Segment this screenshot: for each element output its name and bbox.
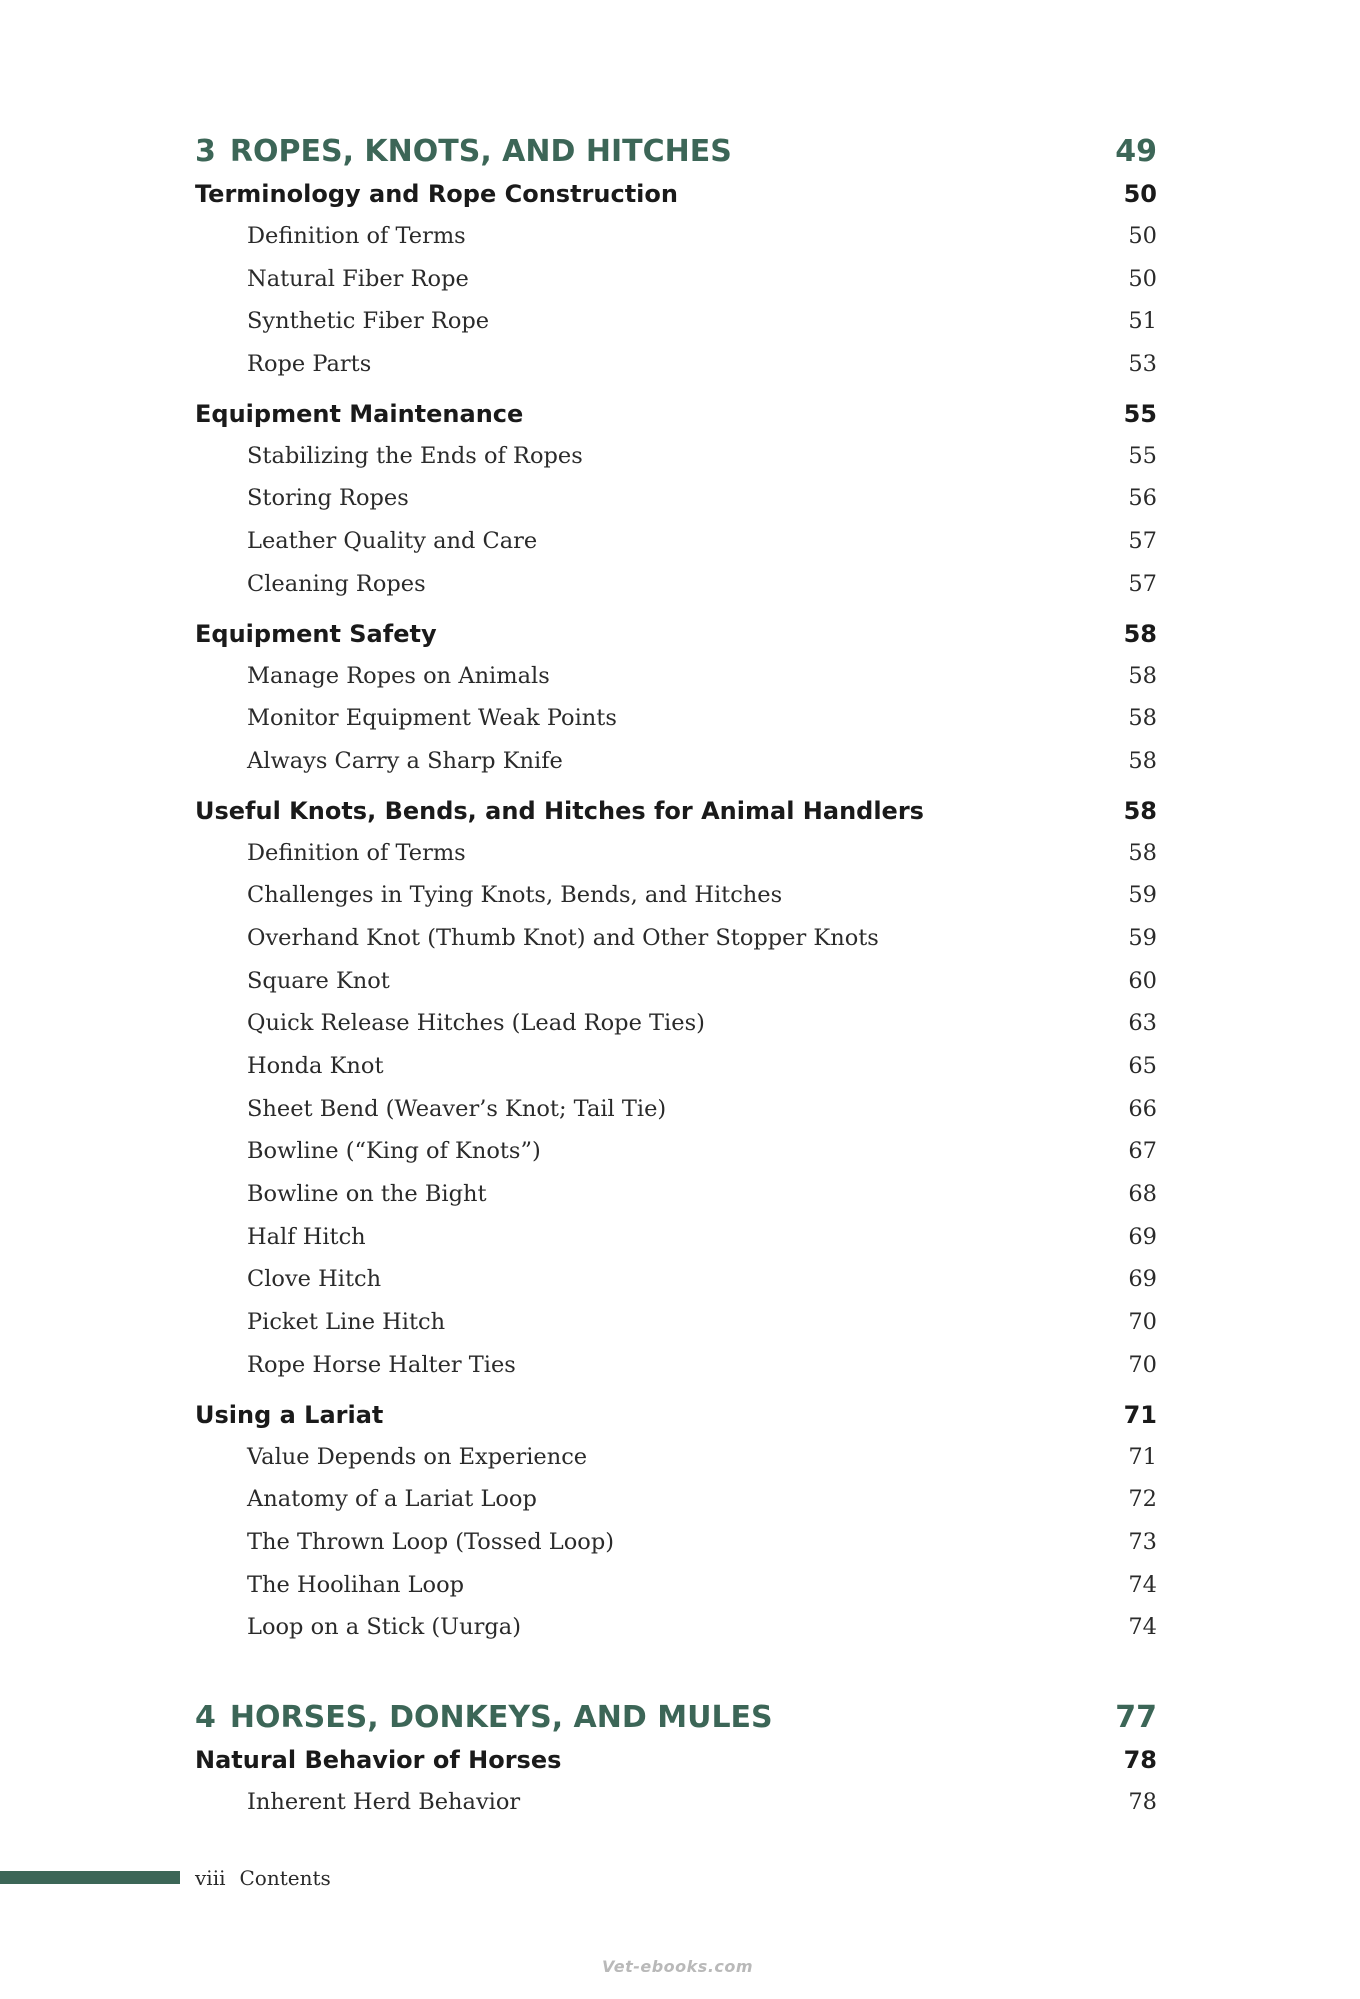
section-title: Using a Lariat bbox=[195, 1400, 384, 1429]
toc-entry[interactable] bbox=[195, 300, 1157, 343]
entry-page: 56 bbox=[1128, 485, 1157, 512]
section-title: Equipment Safety bbox=[195, 619, 437, 648]
entry-page: 65 bbox=[1128, 1053, 1157, 1079]
page-footer bbox=[195, 1864, 331, 1892]
section-page: 50 bbox=[1123, 180, 1157, 208]
footer-accent-bar bbox=[0, 1871, 180, 1884]
toc-section[interactable] bbox=[195, 1740, 1157, 1781]
entry-title: Challenges in Tying Knots, Bends, and Hitches bbox=[247, 882, 783, 909]
toc-section[interactable] bbox=[195, 394, 1157, 435]
toc-section[interactable] bbox=[195, 1395, 1157, 1436]
entry-page: 70 bbox=[1128, 1309, 1157, 1336]
watermark-logo: Vet-ebooks.com bbox=[602, 1957, 754, 1976]
section-page: 78 bbox=[1123, 1745, 1157, 1774]
chapter-page: 49 bbox=[1115, 134, 1157, 169]
chapter-4-sections bbox=[195, 1740, 1157, 1824]
entry-title: Square Knot bbox=[247, 967, 390, 994]
entry-title: Anatomy of a Lariat Loop bbox=[247, 1486, 537, 1513]
entry-page: 73 bbox=[1128, 1528, 1157, 1555]
entry-page: 55 bbox=[1128, 442, 1157, 469]
chapter-heading-4[interactable] bbox=[195, 1696, 1157, 1740]
toc-entry[interactable] bbox=[195, 215, 1157, 258]
chapter-3-sections bbox=[195, 174, 1157, 1649]
toc-entry[interactable] bbox=[195, 1258, 1157, 1301]
section-page: 55 bbox=[1123, 399, 1157, 428]
entry-title: Inherent Herd Behavior bbox=[247, 1788, 521, 1815]
toc-entry[interactable] bbox=[195, 1564, 1157, 1607]
entry-page: 59 bbox=[1128, 882, 1157, 909]
entry-title: Leather Quality and Care bbox=[247, 528, 538, 555]
entry-title: Loop on a Stick (Uurga) bbox=[247, 1614, 521, 1641]
toc-entry[interactable] bbox=[195, 1521, 1157, 1564]
table-of-contents bbox=[195, 130, 1157, 1824]
toc-entry[interactable] bbox=[195, 740, 1157, 783]
toc-entry[interactable] bbox=[195, 520, 1157, 563]
entry-page: 70 bbox=[1128, 1351, 1157, 1378]
toc-entry[interactable] bbox=[195, 343, 1157, 386]
entry-title: Natural Fiber Rope bbox=[247, 265, 469, 292]
entry-page: 58 bbox=[1128, 705, 1157, 732]
entry-title: Sheet Bend (Weaver’s Knot; Tail Tie) bbox=[247, 1095, 667, 1122]
running-footer-label: Contents bbox=[239, 1866, 331, 1890]
entry-page: 72 bbox=[1128, 1486, 1157, 1513]
section-title: Natural Behavior of Horses bbox=[195, 1745, 562, 1774]
toc-entry[interactable] bbox=[195, 1173, 1157, 1216]
entry-title: The Thrown Loop (Tossed Loop) bbox=[247, 1528, 615, 1555]
entry-page: 59 bbox=[1128, 924, 1157, 951]
entry-title: Bowline on the Bight bbox=[247, 1181, 487, 1208]
entry-page: 58 bbox=[1128, 747, 1157, 774]
toc-entry[interactable] bbox=[195, 477, 1157, 520]
toc-entry[interactable] bbox=[195, 832, 1157, 875]
chapter-title: 4 HORSES, DONKEYS, AND MULES bbox=[195, 1699, 773, 1735]
section-title: Terminology and Rope Construction bbox=[195, 180, 678, 208]
toc-entry[interactable] bbox=[195, 1088, 1157, 1131]
entry-title: Definition of Terms bbox=[247, 839, 466, 866]
entry-title: Monitor Equipment Weak Points bbox=[247, 705, 617, 732]
entry-title: Rope Parts bbox=[247, 351, 372, 378]
toc-section[interactable] bbox=[195, 791, 1157, 832]
toc-entry[interactable] bbox=[195, 258, 1157, 301]
toc-entry[interactable] bbox=[195, 1130, 1157, 1173]
entry-title: Quick Release Hitches (Lead Rope Ties) bbox=[247, 1010, 705, 1037]
toc-entry[interactable] bbox=[195, 1781, 1157, 1824]
entry-page: 58 bbox=[1128, 662, 1157, 689]
entry-title: Honda Knot bbox=[247, 1053, 384, 1079]
section-title: Useful Knots, Bends, and Hitches for Animal Handlers bbox=[195, 796, 924, 825]
toc-entry[interactable] bbox=[195, 1436, 1157, 1479]
entry-title: Storing Ropes bbox=[247, 485, 409, 512]
entry-page: 53 bbox=[1128, 351, 1157, 378]
entry-title: Clove Hitch bbox=[247, 1266, 382, 1293]
entry-title: Bowline (“King of Knots”) bbox=[247, 1138, 541, 1165]
entry-title: Rope Horse Halter Ties bbox=[247, 1351, 516, 1378]
entry-page: 66 bbox=[1128, 1095, 1157, 1122]
entry-page: 68 bbox=[1128, 1181, 1157, 1208]
entry-page: 60 bbox=[1128, 967, 1157, 994]
toc-entry[interactable] bbox=[195, 1478, 1157, 1521]
entry-title: Value Depends on Experience bbox=[247, 1443, 588, 1470]
toc-entry[interactable] bbox=[195, 960, 1157, 1003]
section-page: 71 bbox=[1123, 1400, 1157, 1429]
entry-page: 74 bbox=[1128, 1614, 1157, 1641]
entry-page: 74 bbox=[1128, 1571, 1157, 1598]
chapter-heading-3[interactable] bbox=[195, 130, 1157, 174]
entry-page: 57 bbox=[1128, 528, 1157, 555]
entry-title: Always Carry a Sharp Knife bbox=[247, 747, 563, 774]
toc-entry[interactable] bbox=[195, 1045, 1157, 1088]
toc-section[interactable] bbox=[195, 614, 1157, 655]
entry-title: Manage Ropes on Animals bbox=[247, 662, 550, 689]
entry-title: Stabilizing the Ends of Ropes bbox=[247, 442, 583, 469]
entry-page: 78 bbox=[1128, 1788, 1157, 1815]
entry-title: Picket Line Hitch bbox=[247, 1309, 446, 1336]
chapter-title: 3 ROPES, KNOTS, AND HITCHES bbox=[195, 134, 732, 169]
toc-entry[interactable] bbox=[195, 874, 1157, 917]
entry-page: 71 bbox=[1128, 1443, 1157, 1470]
entry-page: 69 bbox=[1128, 1223, 1157, 1250]
entry-page: 69 bbox=[1128, 1266, 1157, 1293]
toc-entry[interactable] bbox=[195, 697, 1157, 740]
entry-title: Half Hitch bbox=[247, 1223, 366, 1250]
entry-title: Cleaning Ropes bbox=[247, 570, 426, 597]
toc-entry[interactable] bbox=[195, 1002, 1157, 1045]
entry-page: 57 bbox=[1128, 570, 1157, 597]
chapter-page: 77 bbox=[1115, 1699, 1157, 1735]
section-title: Equipment Maintenance bbox=[195, 399, 524, 428]
toc-section[interactable] bbox=[195, 174, 1157, 215]
toc-entry[interactable] bbox=[195, 1216, 1157, 1259]
toc-entry[interactable] bbox=[195, 435, 1157, 478]
toc-entry[interactable] bbox=[195, 655, 1157, 698]
entry-title: Overhand Knot (Thumb Knot) and Other Stopper Knots bbox=[247, 924, 879, 951]
toc-entry[interactable] bbox=[195, 1301, 1157, 1344]
entry-title: Definition of Terms bbox=[247, 223, 466, 249]
entry-page: 58 bbox=[1128, 839, 1157, 866]
entry-title: The Hoolihan Loop bbox=[247, 1571, 465, 1598]
toc-entry[interactable] bbox=[195, 1606, 1157, 1649]
entry-page: 63 bbox=[1128, 1010, 1157, 1037]
entry-page: 50 bbox=[1128, 265, 1157, 292]
toc-entry[interactable] bbox=[195, 1344, 1157, 1387]
toc-entry[interactable] bbox=[195, 563, 1157, 606]
entry-title: Synthetic Fiber Rope bbox=[247, 308, 490, 335]
page-number: viii bbox=[195, 1866, 226, 1890]
entry-page: 51 bbox=[1128, 308, 1157, 335]
section-page: 58 bbox=[1123, 619, 1157, 648]
entry-page: 50 bbox=[1128, 223, 1157, 249]
toc-entry[interactable] bbox=[195, 917, 1157, 960]
entry-page: 67 bbox=[1128, 1138, 1157, 1165]
section-page: 58 bbox=[1123, 796, 1157, 825]
